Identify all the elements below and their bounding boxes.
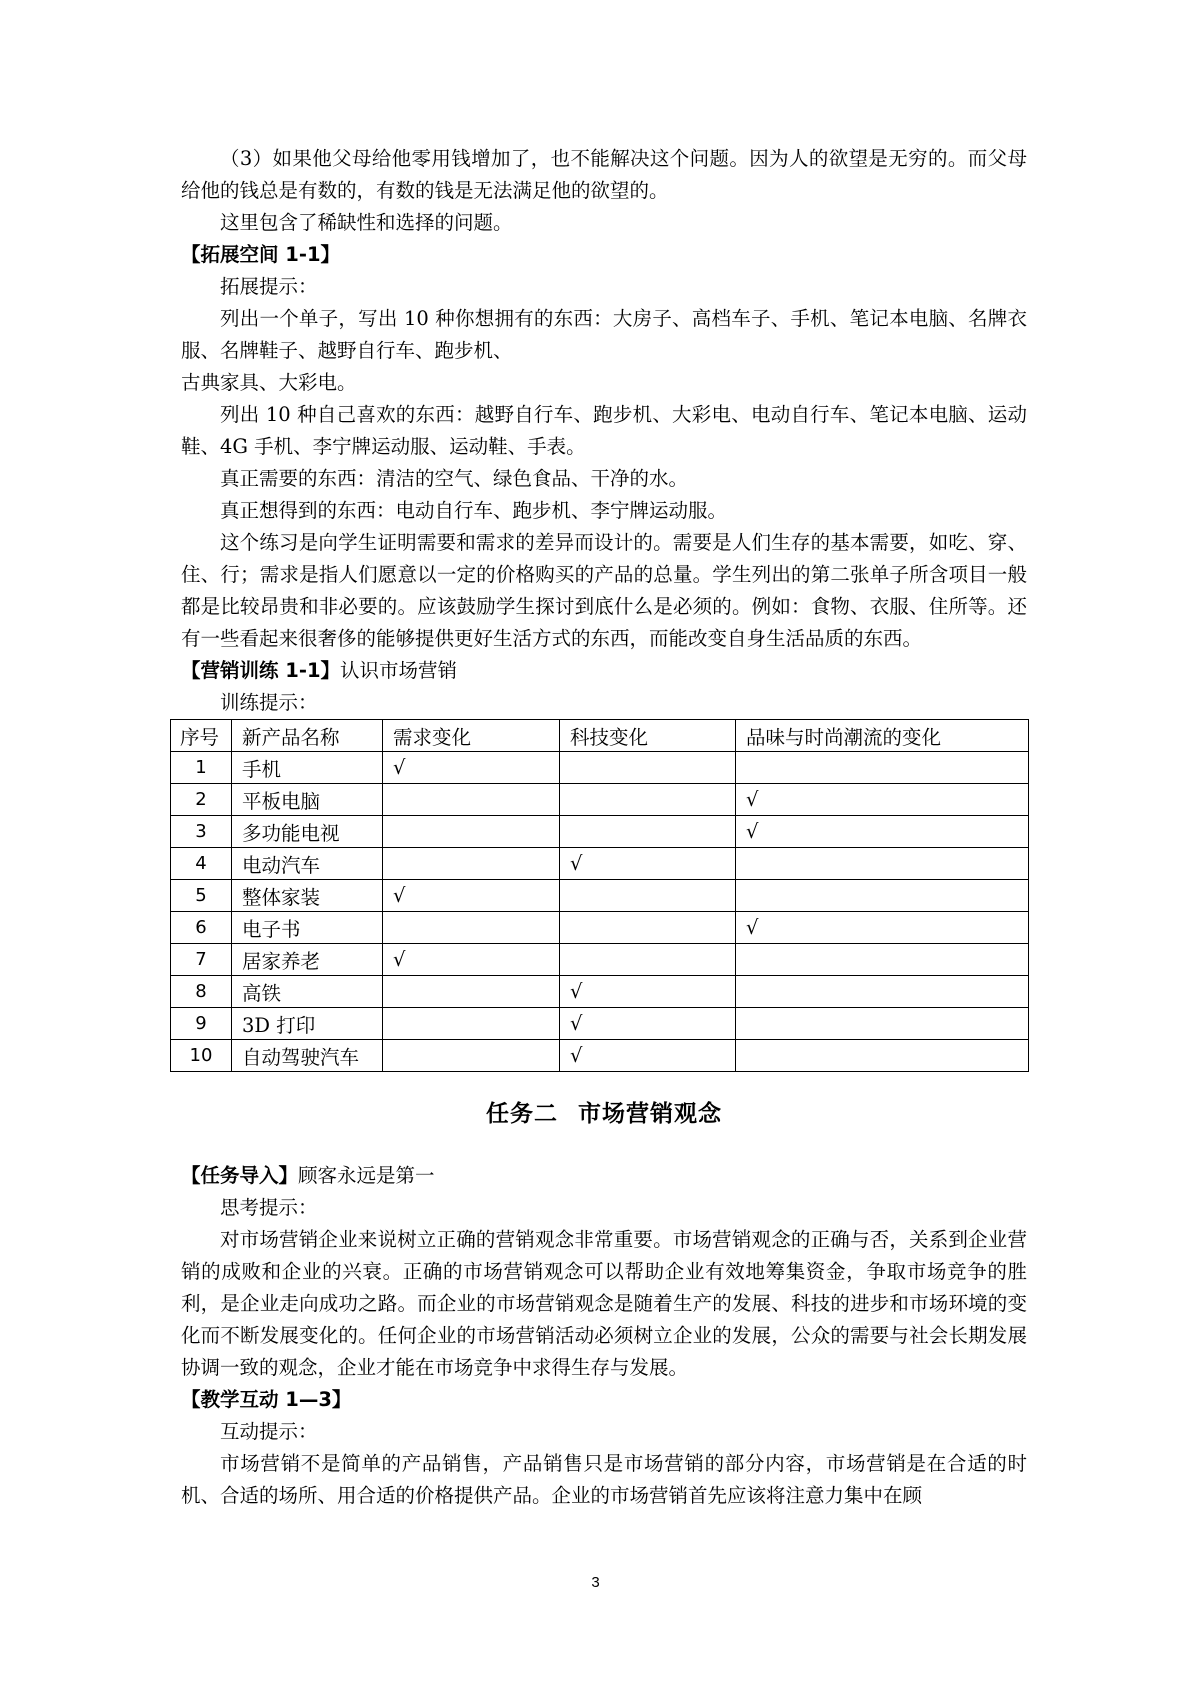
paragraph-scarcity: 这里包含了稀缺性和选择的问题。 (220, 211, 513, 234)
row-index: 10 (171, 1040, 232, 1072)
paragraph-parents-money: （3）如果他父母给他零用钱增加了，也不能解决这个问题。因为人的欲望是无穷的。而父母给他的钱总是有数的，有数的钱是无法满足他的欲望的。 (181, 147, 1027, 202)
row-index: 6 (171, 912, 232, 944)
row-tech-change (560, 816, 736, 848)
row-tech-change (560, 752, 736, 784)
row-product-name: 平板电脑 (232, 784, 383, 816)
page-number: 3 (591, 1574, 600, 1591)
row-taste-fashion-change (736, 944, 1029, 976)
row-taste-fashion-change: √ (736, 816, 1029, 848)
row-index: 4 (171, 848, 232, 880)
table-header-row (171, 720, 1029, 752)
row-product-name: 高铁 (232, 976, 383, 1008)
row-product-name: 3D 打印 (232, 1008, 383, 1040)
table-row (171, 816, 1029, 848)
row-taste-fashion-change (736, 880, 1029, 912)
row-demand-change (383, 848, 560, 880)
list-true-needs: 真正需要的东西：清洁的空气、绿色食品、干净的水。 (220, 467, 689, 490)
row-index: 3 (171, 816, 232, 848)
row-demand-change (383, 1040, 560, 1072)
row-taste-fashion-change (736, 752, 1029, 784)
row-product-name: 自动驾驶汽车 (232, 1040, 383, 1072)
row-taste-fashion-change (736, 1008, 1029, 1040)
row-product-name: 手机 (232, 752, 383, 784)
heading-teaching-interaction: 【教学互动 1—3】 (181, 1388, 352, 1411)
row-tech-change (560, 944, 736, 976)
table-row (171, 976, 1029, 1008)
heading-task-intro-title: 顾客永远是第一 (298, 1164, 435, 1187)
heading-extension-space: 【拓展空间 1-1】 (181, 243, 341, 266)
header-taste-fashion-change: 品味与时尚潮流的变化 (736, 720, 1029, 752)
row-tech-change: √ (560, 1040, 736, 1072)
task-name: 市场营销观念 (578, 1101, 722, 1127)
table-row (171, 848, 1029, 880)
row-product-name: 居家养老 (232, 944, 383, 976)
heading-marketing-training-label: 【营销训练 1-1】 (181, 659, 341, 682)
row-demand-change: √ (383, 880, 560, 912)
row-taste-fashion-change: √ (736, 912, 1029, 944)
row-product-name: 整体家装 (232, 880, 383, 912)
row-product-name: 电动汽车 (232, 848, 383, 880)
paragraph-marketing-concept: 对市场营销企业来说树立正确的营销观念非常重要。市场营销观念的正确与否，关系到企业营销的成败和企业的兴衰。正确的市场营销观念可以帮助企业有效地筹集资金，争取市场竞争的胜利，是企业走向成功之路。而企业的市场营销观念是随着生产的发展、科技的进步和市场环境的变化而不断发展变化的。任何企业的市场营销活动必须树立企业的发展，公众的需要与社会长期发展协调一致的观念，企业才能在市场竞争中求得生存与发展。 (181, 1228, 1027, 1379)
row-index: 2 (171, 784, 232, 816)
row-demand-change (383, 976, 560, 1008)
interaction-hint-label: 互动提示： (220, 1420, 318, 1443)
header-tech-change: 科技变化 (560, 720, 736, 752)
table-row (171, 784, 1029, 816)
table-row (171, 752, 1029, 784)
list-wants-line: 列出一个单子，写出 10 种你想拥有的东西：大房子、高档车子、手机、笔记本电脑、名牌衣服、名牌鞋子、越野自行车、跑步机、 (181, 307, 1027, 362)
header-demand-change: 需求变化 (383, 720, 560, 752)
task-number: 任务二 (486, 1101, 558, 1127)
row-demand-change (383, 1008, 560, 1040)
row-taste-fashion-change (736, 1040, 1029, 1072)
row-tech-change: √ (560, 1008, 736, 1040)
row-demand-change (383, 784, 560, 816)
thinking-hint-label: 思考提示： (220, 1196, 318, 1219)
paragraph-needs-vs-demand: 这个练习是向学生证明需要和需求的差异而设计的。需要是人们生存的基本需要，如吃、穿、住、行；需求是指人们愿意以一定的价格购买的产品的总量。学生列出的第二张单子所含项目一般都是比较昂贵和非必要的。应该鼓励学生探讨到底什么是必须的。例如：食物、衣服、住所等。还有一些看起来很奢侈的能够提供更好生活方式的东西，而能改变自身生活品质的东西。 (181, 531, 1027, 650)
row-index: 9 (171, 1008, 232, 1040)
row-tech-change: √ (560, 976, 736, 1008)
row-demand-change (383, 816, 560, 848)
header-index: 序号 (171, 720, 232, 752)
paragraph-marketing-not-sales: 市场营销不是简单的产品销售，产品销售只是市场营销的部分内容，市场营销是在合适的时机、合适的场所、用合适的价格提供产品。企业的市场营销首先应该将注意力集中在顾 (181, 1452, 1027, 1507)
row-product-name: 多功能电视 (232, 816, 383, 848)
header-product-name: 新产品名称 (232, 720, 383, 752)
row-tech-change: √ (560, 848, 736, 880)
extension-hint-label: 拓展提示： (220, 275, 318, 298)
task-title (181, 1098, 1027, 1130)
row-taste-fashion-change: √ (736, 784, 1029, 816)
list-favorites: 列出 10 种自己喜欢的东西：越野自行车、跑步机、大彩电、电动自行车、笔记本电脑、运动鞋、4G 手机、李宁牌运动服、运动鞋、手表。 (181, 403, 1027, 458)
table-row (171, 944, 1029, 976)
row-tech-change (560, 912, 736, 944)
row-tech-change (560, 784, 736, 816)
row-taste-fashion-change (736, 848, 1029, 880)
heading-task-intro (181, 1160, 1027, 1192)
table-body (171, 720, 1029, 1072)
row-demand-change: √ (383, 752, 560, 784)
table-row (171, 912, 1029, 944)
table-row (171, 880, 1029, 912)
list-true-wants: 真正想得到的东西：电动自行车、跑步机、李宁牌运动服。 (220, 499, 728, 522)
new-products-table (170, 719, 1029, 1072)
table-row (171, 1040, 1029, 1072)
row-index: 1 (171, 752, 232, 784)
row-demand-change: √ (383, 944, 560, 976)
heading-marketing-training-title: 认识市场营销 (340, 659, 458, 682)
row-index: 5 (171, 880, 232, 912)
training-hint-label: 训练提示： (220, 691, 318, 714)
heading-marketing-training (181, 655, 1027, 687)
table-row (171, 1008, 1029, 1040)
row-tech-change (560, 880, 736, 912)
row-index: 7 (171, 944, 232, 976)
row-index: 8 (171, 976, 232, 1008)
row-taste-fashion-change (736, 976, 1029, 1008)
heading-task-intro-label: 【任务导入】 (181, 1164, 299, 1187)
page-content (181, 143, 1027, 1512)
row-product-name: 电子书 (232, 912, 383, 944)
list-wants-continuation: 古典家具、大彩电。 (181, 371, 357, 394)
row-demand-change (383, 912, 560, 944)
